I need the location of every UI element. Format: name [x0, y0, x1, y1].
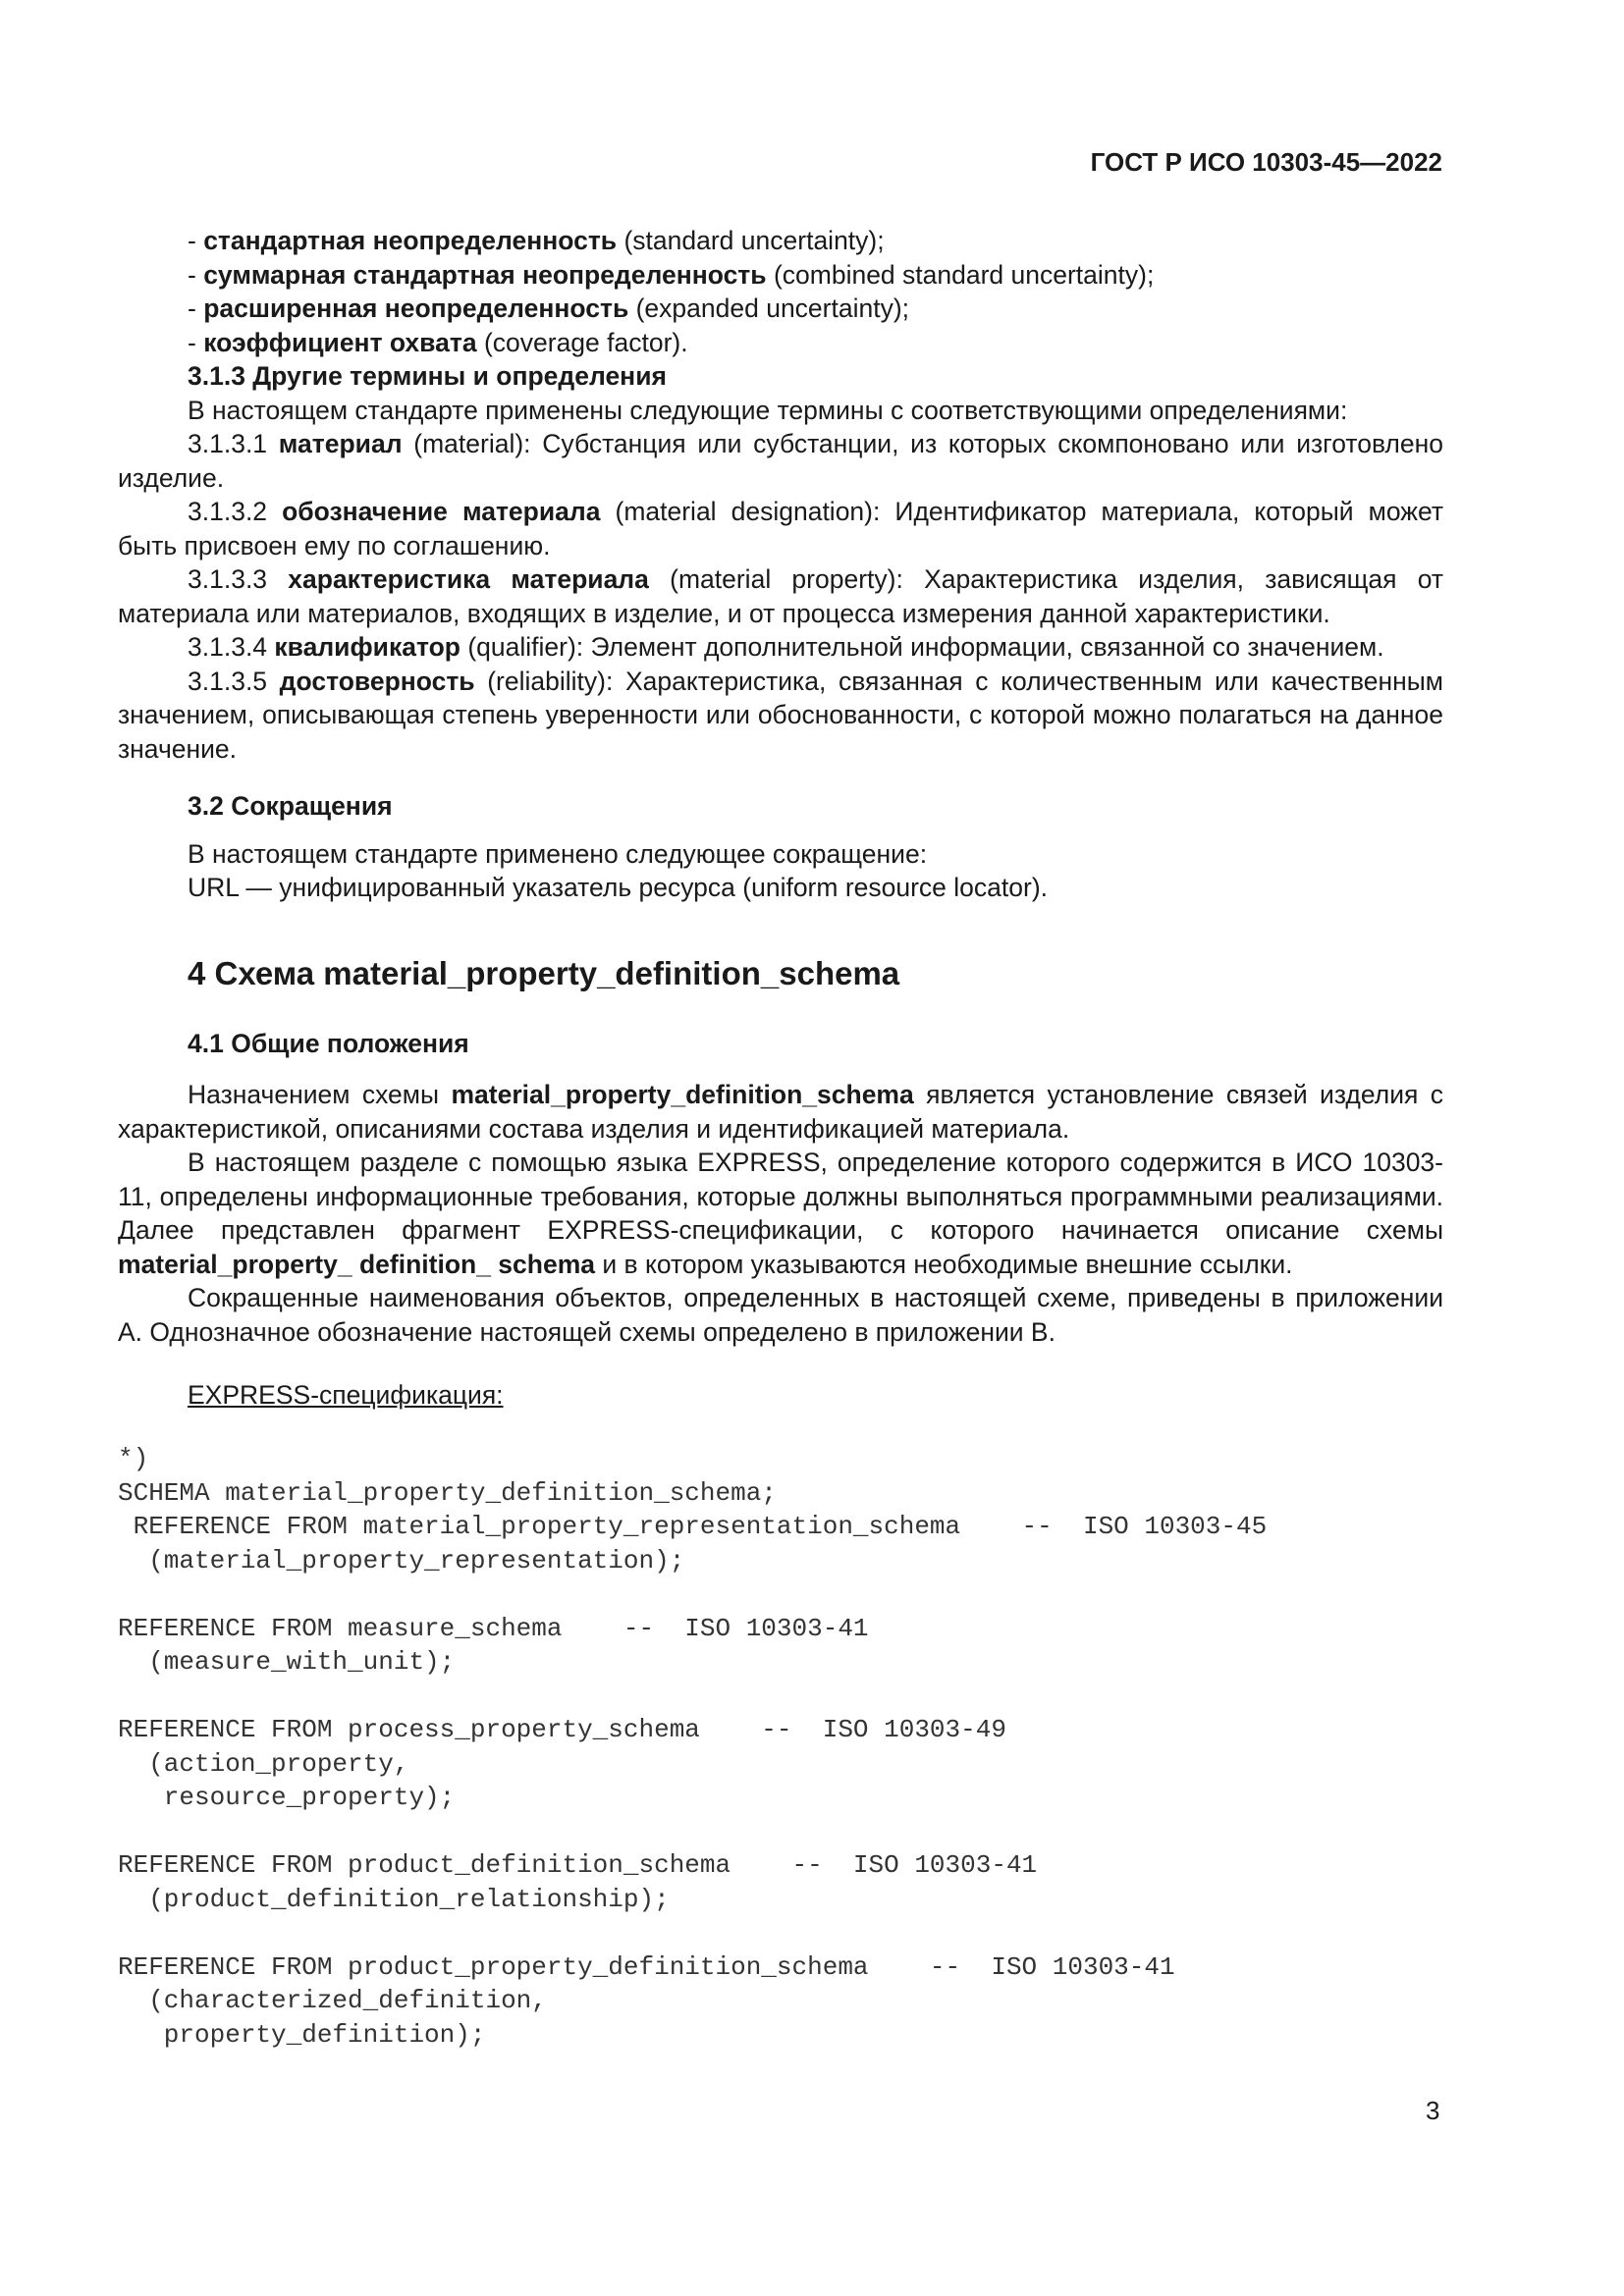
- definition-item: 3.1.3.1 материал (material): Субстанция или субстанции, из которых скомпоновано или изготовлено изделие.: [118, 429, 1444, 493]
- definition-item: 3.1.3.3 характеристика материала (material property): Характеристика изделия, зависящая от материала или материалов, входящих в изделие, и от процесса измерения данной характеристики.: [118, 564, 1443, 628]
- paragraph: Сокращенные наименования объектов, определенных в настоящей схеме, приведены в приложении А. Однозначное обозначение настоящей схемы определено в приложении В.: [118, 1283, 1443, 1347]
- spacer: [118, 905, 1443, 954]
- list-item: - стандартная неопределенность (standard uncertainty);: [188, 226, 885, 255]
- section-heading-3-1-3: 3.1.3 Другие термины и определения: [188, 361, 667, 391]
- term: коэффициент охвата: [203, 327, 477, 357]
- spacer: [118, 824, 1443, 837]
- paragraph: В настоящем стандарте применены следующие термины с соответствующими определениями:: [188, 395, 1348, 425]
- section-heading-4: 4 Схема material_property_definition_schema: [188, 954, 900, 991]
- spacer: [118, 993, 1443, 1027]
- definition-item: 3.1.3.4 квалификатор (qualifier): Элемент дополнительной информации, связанной со значением.: [188, 632, 1384, 662]
- express-label: EXPRESS-спецификация:: [188, 1380, 504, 1410]
- spacer: [118, 1349, 1443, 1378]
- paragraph: Назначением схемы material_property_definition_schema является установление связей изделия с характеристикой, описаниями состава изделия и идентификацией материала.: [118, 1080, 1444, 1144]
- term: расширенная неопределенность: [203, 294, 629, 323]
- definition-item: 3.1.3.2 обозначение материала (material designation): Идентификатор материала, который может быть присвоен ему по соглашению.: [118, 497, 1443, 561]
- terms-list: [118, 224, 1443, 359]
- section-heading-3-2: 3.2 Сокращения: [188, 791, 393, 821]
- spacer: [118, 1060, 1443, 1078]
- spacer: [118, 766, 1443, 789]
- document-header: ГОСТ Р ИСО 10303-45—2022: [1090, 147, 1442, 177]
- list-item: - коэффициент охвата (coverage factor).: [188, 327, 688, 357]
- definition-item: 3.1.3.5 достоверность (reliability): Характеристика, связанная с количественным или качественным значением, описывающая степень уверенности или обоснованности, с которой можно полагаться на данное значение.: [118, 666, 1444, 764]
- main-content: [118, 224, 1443, 1413]
- list-item: - суммарная стандартная неопределенность (combined standard uncertainty);: [188, 259, 1155, 290]
- list-item: - расширенная неопределенность (expanded uncertainty);: [188, 294, 910, 323]
- page-number: 3: [1426, 2096, 1440, 2125]
- express-code-block: *) SCHEMA material_property_definition_schema; REFERENCE FROM material_property_representation_schema -- ISO 10303-45 (material_property_representation); REFERENCE FROM measure_schema -- ISO 10303-41 (measure_with_unit); REFERENCE FROM process_property_schema -- ISO 10303-49 (action_property, resource_property); REFERENCE FROM product_definition_schema -- ISO 10303-41 (product_definition_relationship); REFERENCE FROM product_property_definition_schema -- ISO 10303-41 (characterized_definition, property_definition);: [118, 1444, 1268, 2050]
- term: стандартная неопределенность: [203, 226, 618, 255]
- term: суммарная стандартная неопределенность: [203, 259, 767, 290]
- paragraph: В настоящем разделе с помощью языка EXPRESS, определение которого содержится в ИСО 10303-11, определены информационные требования, которые должны выполняться программными реализациями. Далее представлен фрагмент EXPRESS-спецификации, с которого начинается описание схемы material_property_ definition_ schema и в котором указываются необходимые внешние ссылки.: [118, 1148, 1443, 1279]
- paragraph: URL — унифицированный указатель ресурса (uniform resource locator).: [188, 873, 1049, 902]
- paragraph: В настоящем стандарте применено следующее сокращение:: [188, 838, 928, 869]
- section-heading-4-1: 4.1 Общие положения: [188, 1028, 469, 1058]
